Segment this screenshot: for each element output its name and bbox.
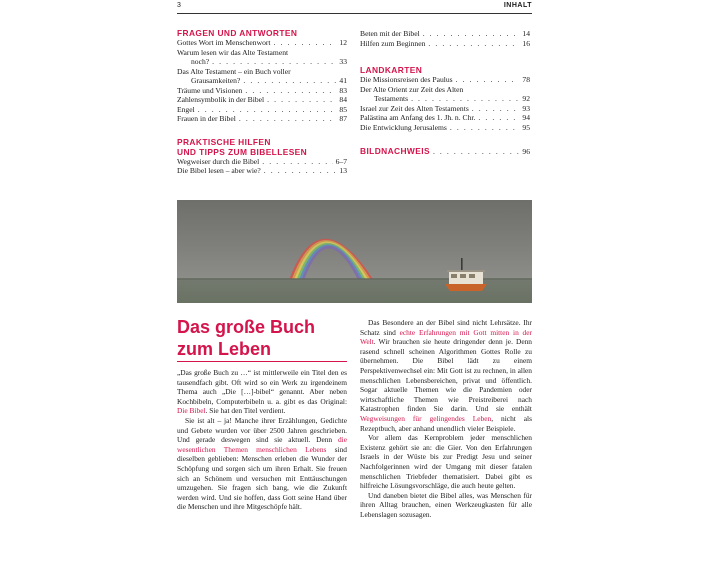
toc-entry[interactable]: Frauen in der Bibel . . . 87 <box>177 114 347 124</box>
article-paragraph: Vor allem das Kernproblem jeder menschlichen Existenz gehört sie an: die Gier. Von den Erfahrungen Israels in der Wüste bis zur Predigt Jesu und seiner Nachfolgerinnen wird der Umgang mit dieser fatalen menschlichen Triebfeder thematisiert. Dabei gibt es hilfreiche Lösungsvorschläge, die auch heute gelten. <box>360 433 532 491</box>
toc-entry[interactable]: Palästina am Anfang des 1. Jh. n. Chr. . . . 94 <box>360 113 530 123</box>
toc-heading-fragen: FRAGEN UND ANTWORTEN <box>177 28 298 38</box>
toc-heading-hilfen-2: UND TIPPS ZUM BIBELLESEN <box>177 146 308 157</box>
toc-entry[interactable]: Die Bibel lesen – aber wie? . . . 13 <box>177 166 347 176</box>
toc-left-column <box>177 28 347 176</box>
header-rule <box>177 13 532 14</box>
toc-entry[interactable]: Testaments . . . 92 <box>360 94 530 104</box>
toc-entry[interactable]: Die Entwicklung Jerusalems . . . 95 <box>360 123 530 133</box>
toc-heading-hilfen: PRAKTISCHE HILFEN <box>177 136 271 147</box>
article-left-column <box>177 368 347 512</box>
article-paragraph: Sie ist alt – ja! Manche ihrer Erzählungen, Gedichte und Gebete wurden vor über 2500 Jahren geschrieben. Und gerade deswegen sind sie aktuell. Denn die wesentlichen Themen menschlichen Lebens sind dieselben geblieben: Menschen erleben die Wunder der Schöpfung und sorgen sich um ihren Erhalt. Sie freuen sich an Schönem und versuchen mit Enttäuschungen umzugehen. Sie fragen sich bang, wie die Zukunft werden wird. Und sie hoffen, dass Gott seine Hand über die Menschen und ihre Mitgeschöpfe hält. <box>177 415 347 512</box>
toc-entry[interactable]: Der Alte Orient zur Zeit des Alten <box>360 84 464 94</box>
toc-entry[interactable]: Zahlensymbolik in der Bibel . . . 84 <box>177 95 347 105</box>
toc-heading-landkarten: LANDKARTEN <box>360 65 423 75</box>
page-number: 3 <box>177 2 182 9</box>
toc-entry[interactable]: Beten mit der Bibel . . . 14 <box>360 29 530 39</box>
toc-entry[interactable]: Hilfen zum Beginnen . . . 16 <box>360 39 530 49</box>
rainbow-photo <box>177 200 532 303</box>
toc-right-column <box>360 29 530 157</box>
title-rule <box>177 361 347 362</box>
article-title: Das große Buch zum Leben <box>177 317 316 359</box>
toc-entry[interactable]: Träume und Visionen . . . 83 <box>177 86 347 96</box>
toc-entry[interactable]: Wegweiser durch die Bibel . . . 6–7 <box>177 157 347 167</box>
toc-entry[interactable]: Grausamkeiten? . . . 41 <box>177 76 347 86</box>
article-paragraph: Das Besondere an der Bibel sind nicht Lehrsätze. Ihr Schatz sind echte Erfahrungen mit Gott mitten in der Welt. Wir brauchen sie heute dringender denn je. Denn rasend schnell scheinen Algorithmen Gottes Rolle zu übernehmen. Die Bibel lädt zu einem Perspektivenwechsel ein: Mit Gott ist zu rechnen, in allen menschlichen Lebensbereichen, privat und öffentlich. Sogar aktuelle Themen wie die Pandemien oder wirtschaftliche Themen wie Preistreiberei nach Katastrophen finden Sie darin. Und sie enthält Wegweisungen für gelingendes Leben, nicht als Rezeptbuch, aber anhand unendlich vieler Beispiele. <box>360 318 532 433</box>
toc-entry[interactable]: noch? . . . 33 <box>177 57 347 67</box>
toc-entry-bildnachweis[interactable]: BILDNACHWEIS . . . 96 <box>360 146 530 157</box>
article-right-column <box>360 318 532 519</box>
section-label: INHALT <box>503 2 532 9</box>
rainbow-illustration <box>177 200 532 303</box>
toc-entry[interactable]: Israel zur Zeit des Alten Testaments . . . 93 <box>360 104 530 114</box>
toc-entry[interactable]: Engel . . . 85 <box>177 105 347 115</box>
toc-entry[interactable]: Warum lesen wir das Alte Testament <box>177 47 289 57</box>
toc-entry[interactable]: Gottes Wort im Menschenwort . . . 12 <box>177 38 347 48</box>
boat-icon <box>445 258 487 291</box>
toc-entry[interactable]: Das Alte Testament – ein Buch voller <box>177 66 291 76</box>
toc-entry[interactable]: Die Missionsreisen des Paulus . . . 78 <box>360 75 530 85</box>
article-paragraph: „Das große Buch zu …“ ist mittlerweile ein Titel den es tausendfach gibt. Oft wird so ein Werk zu irgendeinem Thema auch „Die […]-bibel“ genannt. Aber neben Kochbibeln, Computerbibeln u. a. gibt es das Original: Die Bibel. Sie hat den Titel verdient. <box>177 368 347 416</box>
article-paragraph: Und daneben bietet die Bibel alles, was Menschen für ihren Alltag brauchen, einen Werkzeugkasten für alle Lebenslagen sozusagen. <box>360 490 532 519</box>
